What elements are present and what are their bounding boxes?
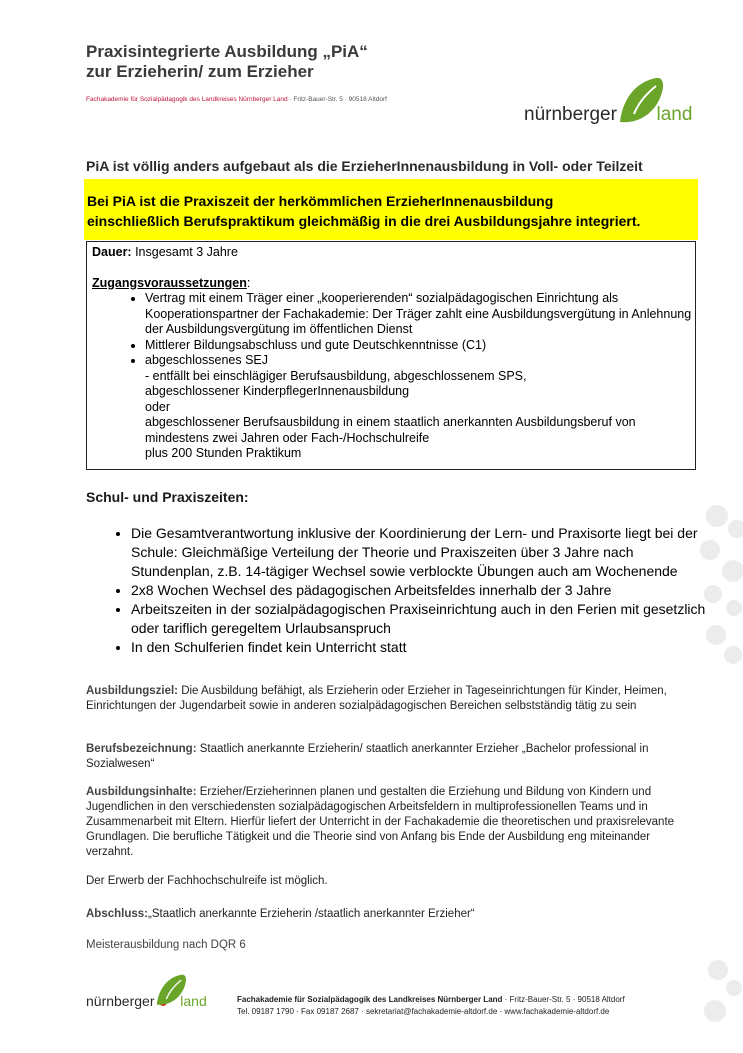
requirements-colon: : — [246, 275, 251, 290]
footer-institution: Fachakademie für Sozialpädagogik des Landkreises Nürnberger Land — [237, 995, 503, 1004]
beruf-text: Staatlich anerkannte Erzieherin/ staatlich anerkannter Erzieher „Bachelor professional in Sozialwesen“ — [86, 743, 649, 770]
list-item: • Die Gesamtverantwortung inklusive der Koordinierung der Lern- und Praxisorte liegt bei der Schule: Gleichmäßige Verteilung der Theorie und Praxiszeiten über 3 Jahre nach Stundenplan, z.B. 14-tägiger Wechsel sowie verblockte Übungen auch am Wochenende — [131, 524, 706, 581]
requirements-sub-2: abgeschlossener KinderpflegerInnenausbildung — [145, 384, 410, 398]
ziel-text: Die Ausbildung befähigt, als Erzieherin oder Erzieher in Tageseinrichtungen für Kinder, Heimen, Einrichtungen der Jugendarbeit sowie in anderen sozialpädagogischen Bereichen selbstständig tätig zu sein — [86, 685, 667, 712]
ziel-label: Ausbildungsziel: — [86, 685, 178, 697]
requirements-list — [92, 291, 695, 369]
inhalte-label: Ausbildungsinhalte: — [86, 786, 197, 798]
footer-logo-land: land — [180, 993, 207, 1009]
requirements-sub-3: oder — [145, 399, 171, 414]
requirements-box — [86, 241, 696, 470]
highlight-line-2: einschließlich Berufspraktikum gleichmäßig in die drei Ausbildungsjahre integriert. — [87, 213, 641, 229]
header-institution: Fachakademie für Sozialpädagogik des Landkreises Nürnberger Land — [86, 96, 288, 103]
schul-list — [86, 524, 706, 657]
schul-heading: Schul- und Praxiszeiten: — [86, 489, 249, 505]
inhalte-paragraph — [86, 785, 696, 860]
logo-leaf-icon — [616, 74, 666, 130]
footer-contact: Tel. 09187 1790 · Fax 09187 2687 · sekretariat@fachakademie-altdorf.de · www.fachakademie-altdorf.de — [237, 1007, 610, 1016]
title-line-2: zur Erzieherin/ zum Erzieher — [86, 62, 314, 81]
footer-address-rest: · Fritz-Bauer-Str. 5 · 90518 Altdorf — [502, 995, 625, 1004]
subtitle: PiA ist völlig anders aufgebaut als die ErzieherInnenausbildung in Voll- oder Teilzeit — [86, 158, 643, 174]
header-address — [86, 96, 387, 103]
title-line-1: Praxisintegrierte Ausbildung „PiA“ — [86, 42, 368, 61]
ziel-paragraph — [86, 684, 696, 714]
abschluss-paragraph — [86, 907, 696, 922]
beruf-paragraph — [86, 742, 696, 772]
schul-list-container — [86, 524, 706, 657]
fachhochschulreife-text: Der Erwerb der Fachhochschulreife ist möglich. — [86, 875, 328, 887]
logo-word: nürnberger — [524, 104, 617, 125]
list-item: • Arbeitszeiten in der sozialpädagogischen Praxiseinrichtung auch in den Ferien mit gesetzlich oder tariflich geregeltem Urlaubsanspruch — [131, 600, 706, 638]
requirements-sub-6: plus 200 Stunden Praktikum — [145, 446, 302, 460]
beruf-label: Berufsbezeichnung: — [86, 743, 197, 755]
requirements-label: Zugangsvoraussetzungen — [92, 275, 247, 290]
document-title — [86, 42, 368, 82]
meister-text: Meisterausbildung nach DQR 6 — [86, 939, 246, 951]
list-item: • Vertrag mit einem Träger einer „kooperierenden“ sozialpädagogischen Einrichtung als Kooperationspartner der Fachakademie: Der Träger zahlt eine Ausbildungsvergütung in Anlehnung der Ausbildungsvergütung im öffentlichen Dienst — [145, 291, 695, 338]
highlight-box — [84, 179, 698, 240]
footer-line-1 — [237, 994, 625, 1006]
duration-value: Insgesamt 3 Jahre — [131, 245, 238, 259]
list-item: • Mittlerer Bildungsabschluss und gute Deutschkenntnisse (C1) — [145, 338, 695, 354]
abschluss-label: Abschluss: — [86, 908, 148, 920]
requirements-sub-5: mindestens zwei Jahren oder Fach-/Hochschulreife — [145, 430, 430, 445]
abschluss-text: „Staatlich anerkannte Erzieherin /staatlich anerkannter Erzieher“ — [148, 908, 475, 920]
duration-row — [92, 245, 695, 261]
logo-land: land — [656, 104, 693, 125]
inhalte-text: Erzieher/Erzieherinnen planen und gestalten die Erziehung und Bildung von Kindern und Jugendlichen in den verschiedensten sozialpädagogischen Arbeitsfeldern in multiprofessionellen Teams und in Zusammenarbeit mit Eltern. Hierfür liefert der Unterricht in der Fachakademie die theoretischen und praxisrelevante Grundlagen. Die berufliche Tätigkeit und die Theorie sind von Anfang bis Ende der Ausbildung eng miteinander verzahnt. — [86, 786, 675, 858]
requirements-sub-4: abgeschlossener Berufsausbildung in einem staatlich anerkannten Ausbildungsberuf von — [145, 415, 636, 429]
footer-address — [237, 994, 625, 1018]
list-item: • abgeschlossenes SEJ — [145, 353, 695, 369]
header-address-rest: · Fritz-Bauer-Str. 5 · 90518 Altdorf — [287, 96, 387, 103]
highlight-line-1: Bei PiA ist die Praxiszeit der herkömmlichen ErzieherInnenausbildung — [87, 193, 554, 209]
footer-logo-word: nürnberger — [86, 993, 155, 1009]
footer-leaf-icon — [154, 972, 188, 1010]
footer-logo — [86, 993, 207, 1009]
list-item: • 2x8 Wochen Wechsel des pädagogischen Arbeitsfeldes innerhalb der 3 Jahre — [131, 581, 706, 600]
requirements-heading — [92, 276, 695, 292]
list-item: • In den Schulferien findet kein Unterricht statt — [131, 638, 706, 657]
requirements-sub-1: - entfällt bei einschlägiger Berufsausbildung, abgeschlossenem SPS, — [145, 368, 527, 383]
duration-label: Dauer: — [92, 245, 132, 259]
logo-nuernberger-land — [524, 104, 692, 126]
